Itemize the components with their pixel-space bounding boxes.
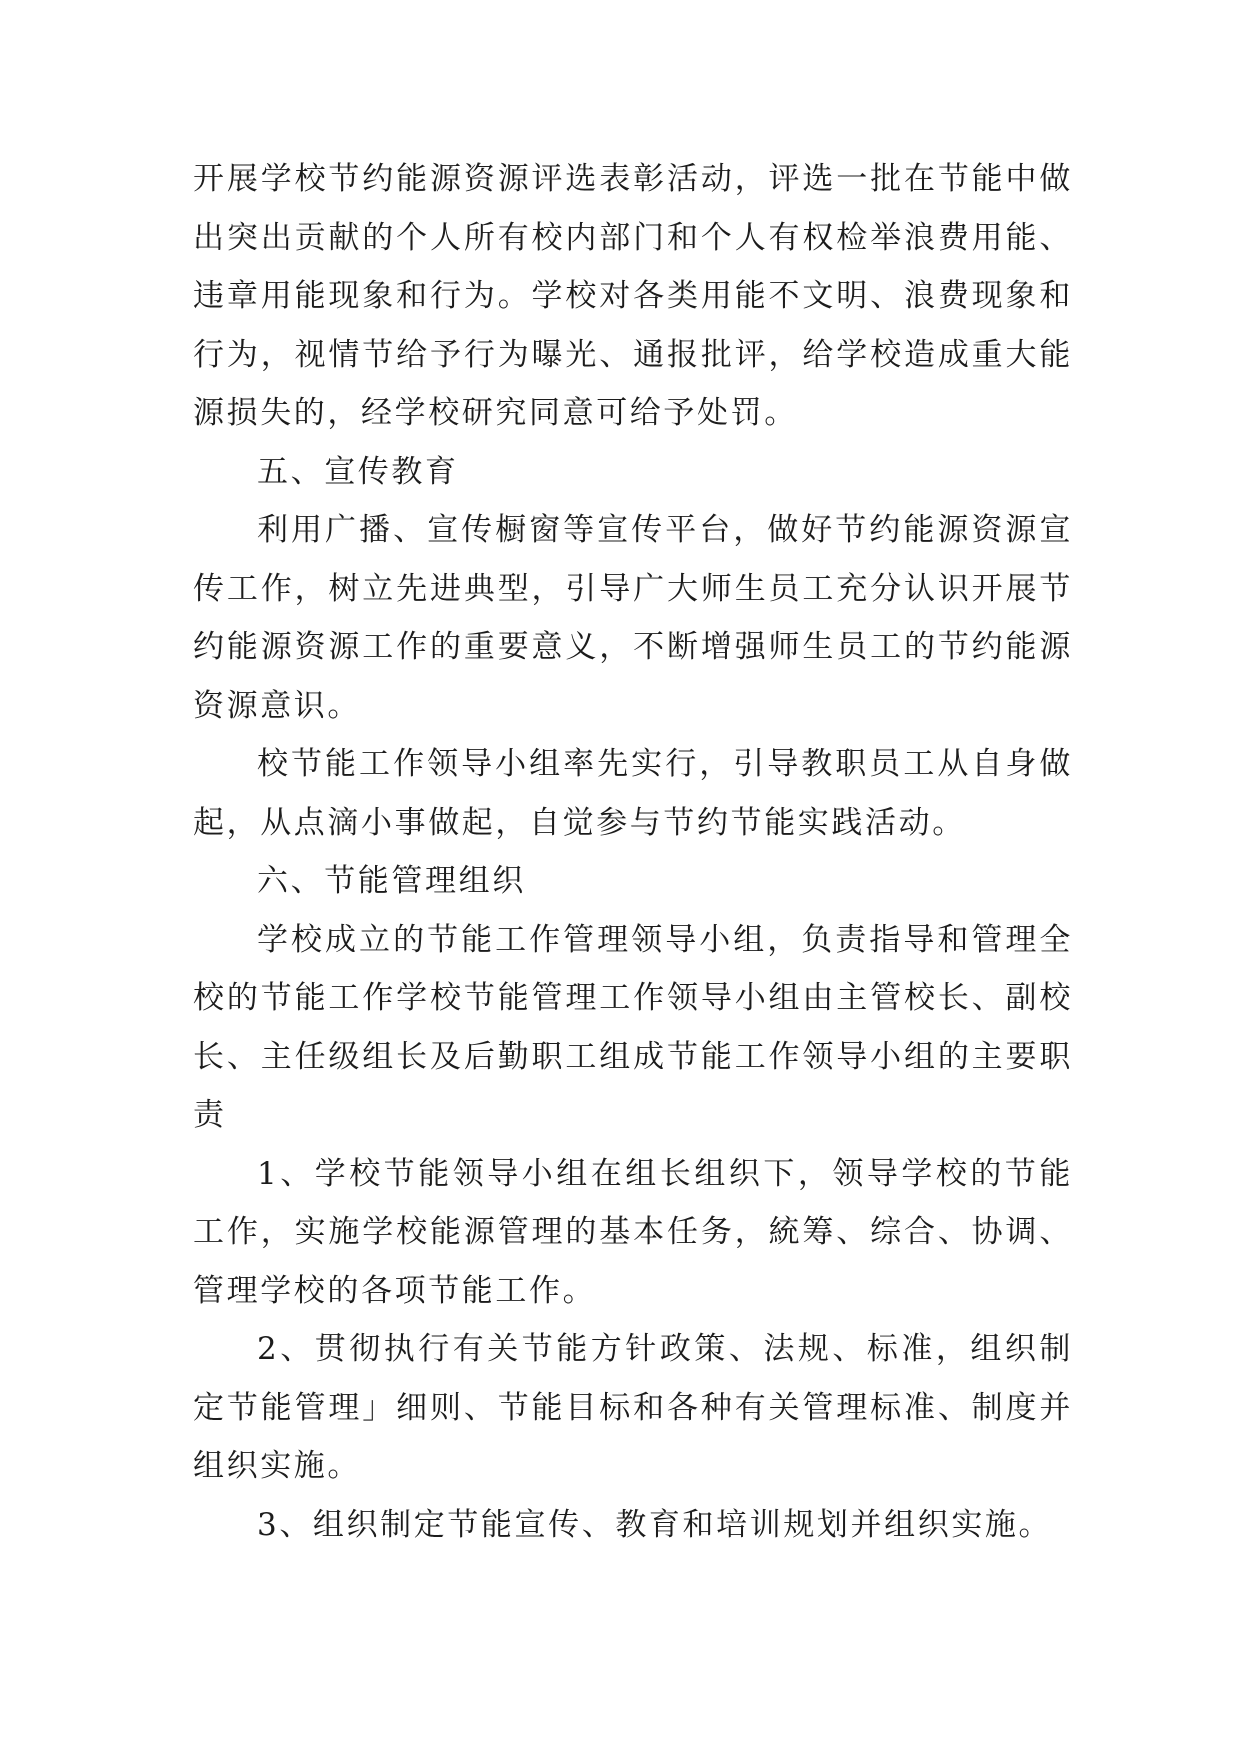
list-item-duty-1: 1、学校节能领导小组在组长组织下，领导学校的节能工作，实施学校能源管理的基本任务，統筹、综合、协调、管理学校的各项节能工作。 (193, 1155, 1073, 1309)
paragraph-awards-and-penalties: 开展学校节约能源资源评选表彰活动，评选一批在节能中做出突出贡献的个人所有校内部门和个人有权检举浪费用能、违章用能现象和行为。学校对各类用能不文明、浪费现象和行为，视情节给予行为曝光、通报批评，给学校造成重大能源损失的，经学校研究同意可给予处罚。 (193, 161, 1073, 431)
section-heading-publicity-education: 五、宣传教育 (257, 453, 459, 490)
paragraph-publicity-platforms: 利用广播、宣传橱窗等宣传平台，做好节约能源资源宣传工作，树立先进典型，引导广大师生员工充分认识开展节约能源资源工作的重要意义，不断增强师生员工的节约能源资源意识。 (193, 512, 1073, 724)
section-heading-management-organization: 六、节能管理组织 (257, 863, 526, 899)
list-item-duty-3: 3、组织制定节能宣传、教育和培训规划并组织实施。 (257, 1506, 1053, 1543)
paragraph-leadership-group: 学校成立的节能工作管理领导小组，负责指导和管理全校的节能工作学校节能管理工作领导小组由主管校长、副校长、主任级组长及后勤职工组成节能工作领导小组的主要职责 (193, 921, 1073, 1133)
document-body (193, 150, 1073, 1554)
list-item-duty-2: 2、贯彻执行有关节能方针政策、法规、标准，组织制定节能管理」细则、节能目标和各种有关管理标准、制度并组织实施。 (193, 1331, 1073, 1484)
paragraph-leadership-example: 校节能工作领导小组率先实行，引导教职员工从自身做起，从点滴小事做起，自觉参与节约节能实践活动。 (193, 746, 1073, 841)
